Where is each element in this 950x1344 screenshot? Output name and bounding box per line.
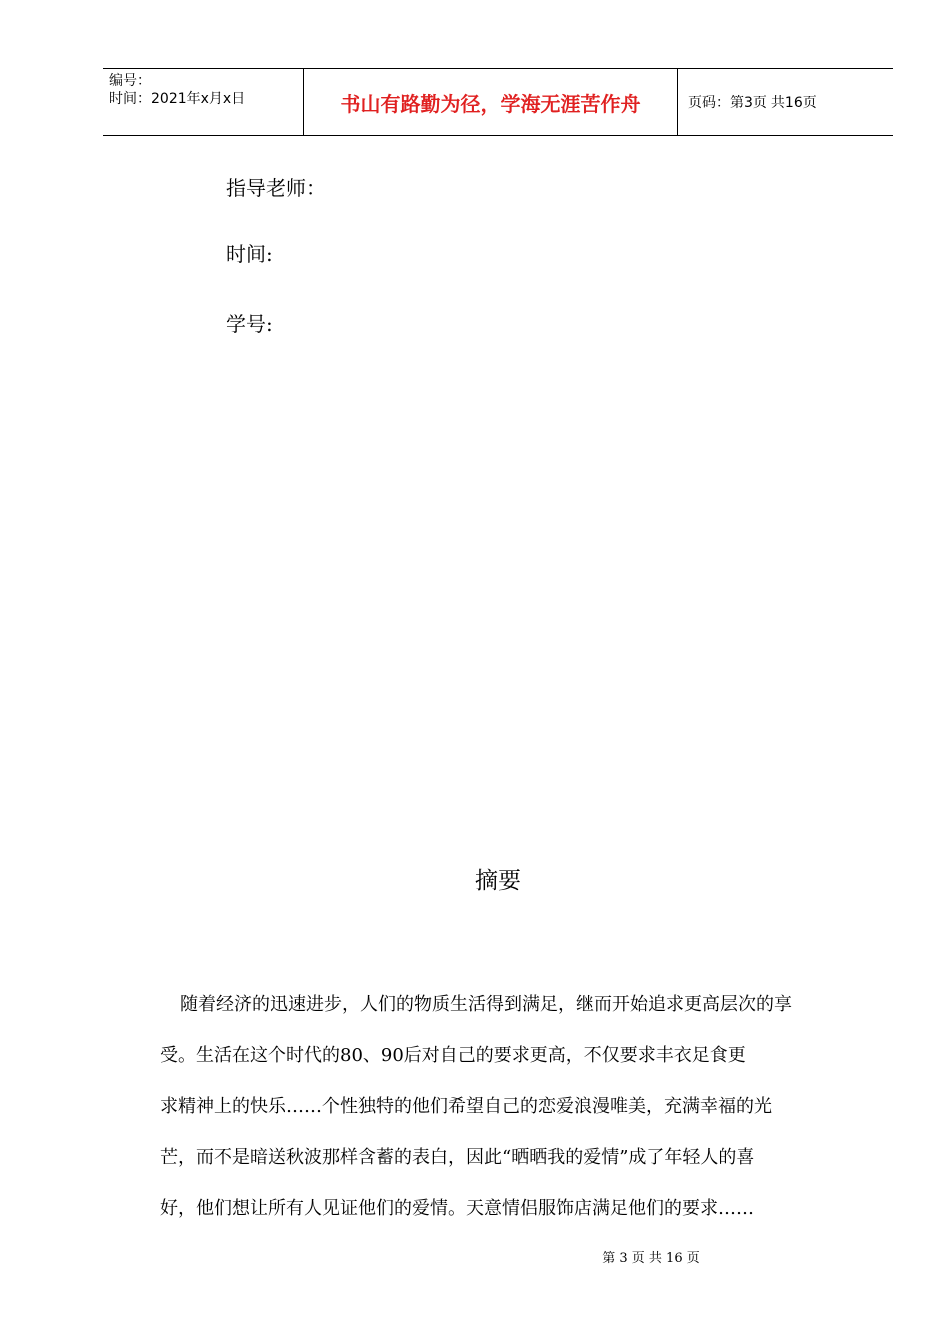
page-number-label: 页码：第3页	[688, 95, 767, 111]
page-footer: 第 3 页 共 16 页	[602, 1251, 700, 1266]
abstract-line: 受。生活在这个时代的80、90后对自己的要求更高，不仅要求丰衣足食更	[160, 1045, 746, 1066]
header-motto: 书山有路勤为径，学海无涯苦作舟	[304, 69, 678, 135]
abstract-line: 随着经济的迅速进步，人们的物质生活得到满足，继而开始追求更高层次的享	[180, 994, 792, 1015]
abstract-line: 芒，而不是暗送秋波那样含蓄的表白，因此“晒晒我的爱情”成了年轻人的喜	[160, 1147, 755, 1168]
abstract-title: 摘要	[475, 868, 521, 894]
abstract-line: 好，他们想让所有人见证他们的爱情。天意情侣服饰店满足他们的要求……	[160, 1198, 754, 1219]
header-page-info	[678, 69, 893, 135]
date-label: 时间：2021年x月x日	[109, 91, 246, 107]
abstract-line: 求精神上的快乐……个性独特的他们希望自己的恋爱浪漫唯美，充满幸福的光	[160, 1096, 772, 1117]
number-label: 编号：	[109, 73, 151, 89]
advisor-field: 指导老师：	[226, 176, 326, 200]
time-field: 时间:	[226, 242, 273, 266]
abstract-body	[160, 988, 850, 1243]
header-meta	[103, 69, 304, 135]
page-header	[103, 68, 893, 136]
page-total-label: 共16页	[770, 95, 817, 111]
student-id-field: 学号:	[226, 312, 273, 336]
